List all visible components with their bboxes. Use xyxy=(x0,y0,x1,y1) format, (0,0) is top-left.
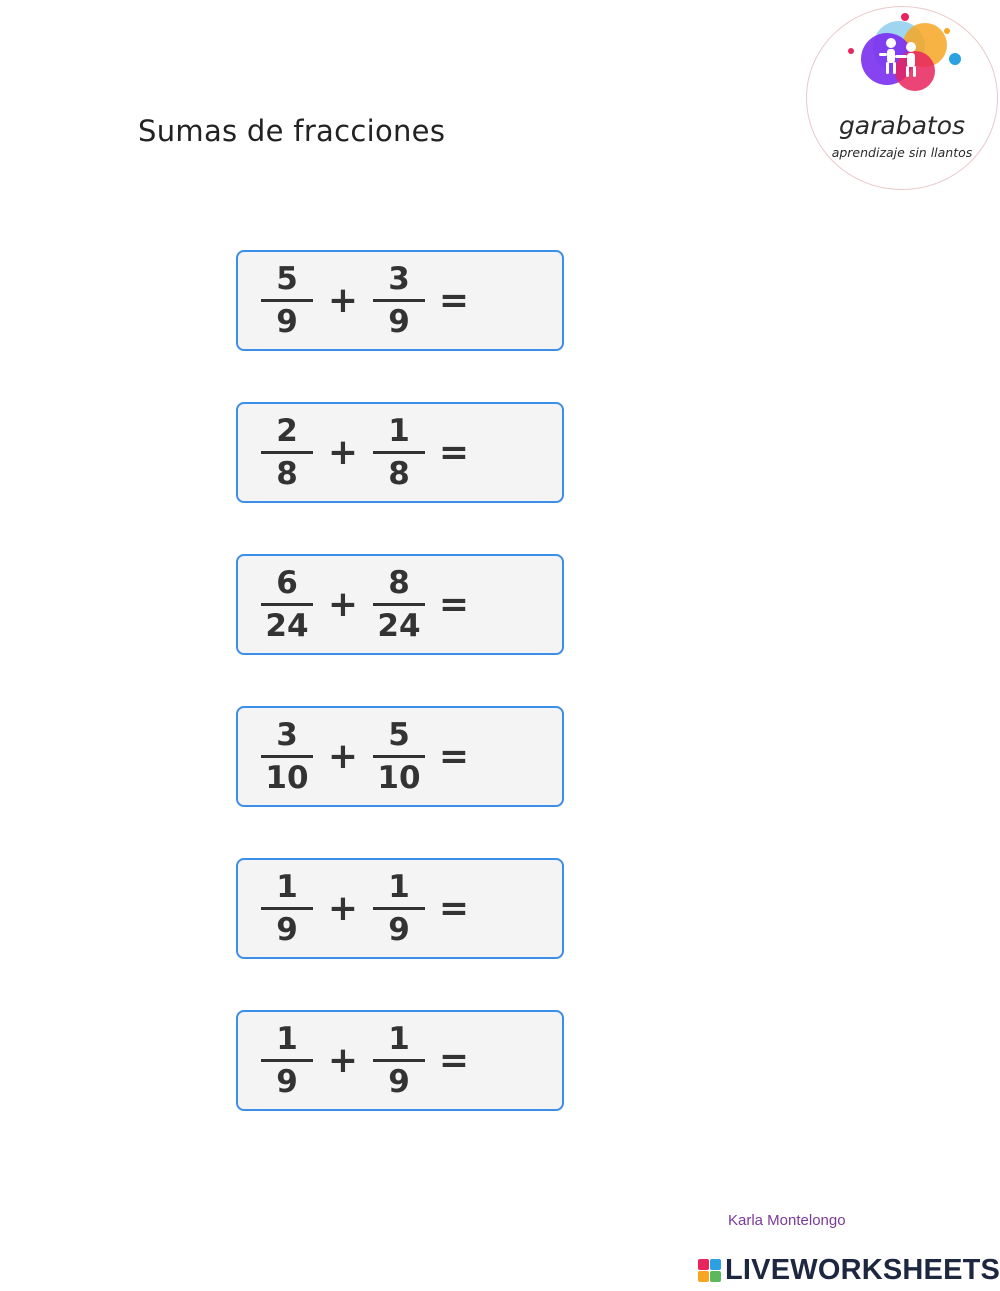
denominator: 8 xyxy=(276,456,298,492)
fraction-b xyxy=(372,413,426,492)
numerator: 6 xyxy=(276,565,298,601)
fraction-a xyxy=(260,1021,314,1100)
denominator: 9 xyxy=(388,1064,410,1100)
fraction-b xyxy=(372,869,426,948)
plus-sign: + xyxy=(327,432,359,473)
denominator: 9 xyxy=(276,1064,298,1100)
numerator: 1 xyxy=(388,1021,410,1057)
denominator: 10 xyxy=(265,760,309,796)
equals-sign: = xyxy=(438,1040,470,1081)
denominator: 8 xyxy=(388,456,410,492)
fraction-b xyxy=(372,565,426,644)
numerator: 1 xyxy=(388,413,410,449)
liveworksheets-badge-icon xyxy=(698,1259,721,1282)
problem-box[interactable] xyxy=(236,858,564,959)
problem-box[interactable] xyxy=(236,1010,564,1111)
fraction-bar xyxy=(261,299,313,302)
denominator: 24 xyxy=(265,608,309,644)
equals-sign: = xyxy=(438,736,470,777)
denominator: 9 xyxy=(388,304,410,340)
fraction-b xyxy=(372,1021,426,1100)
liveworksheets-text: LIVEWORKSHEETS xyxy=(725,1254,1000,1286)
equals-sign: = xyxy=(438,888,470,929)
problem-box[interactable] xyxy=(236,554,564,655)
numerator: 3 xyxy=(276,717,298,753)
numerator: 3 xyxy=(388,261,410,297)
fraction-bar xyxy=(261,1059,313,1062)
fraction-b xyxy=(372,261,426,340)
fraction-b xyxy=(372,717,426,796)
plus-sign: + xyxy=(327,280,359,321)
numerator: 5 xyxy=(388,717,410,753)
problem-box[interactable] xyxy=(236,706,564,807)
numerator: 8 xyxy=(388,565,410,601)
fraction-a xyxy=(260,413,314,492)
fraction-a xyxy=(260,869,314,948)
fraction-bar xyxy=(261,907,313,910)
problem-box[interactable] xyxy=(236,250,564,351)
logo-name: garabatos xyxy=(838,111,966,140)
denominator: 9 xyxy=(276,912,298,948)
equals-sign: = xyxy=(438,432,470,473)
numerator: 2 xyxy=(276,413,298,449)
worksheet-title: Sumas de fracciones xyxy=(138,114,446,148)
fraction-bar xyxy=(373,451,425,454)
problem-list xyxy=(236,250,568,1162)
plus-sign: + xyxy=(327,888,359,929)
fraction-bar xyxy=(373,299,425,302)
numerator: 1 xyxy=(388,869,410,905)
fraction-bar xyxy=(261,755,313,758)
author-credit: Karla Montelongo xyxy=(728,1212,846,1229)
garabatos-logo xyxy=(806,6,998,190)
numerator: 1 xyxy=(276,869,298,905)
fraction-bar xyxy=(373,907,425,910)
fraction-bar xyxy=(373,755,425,758)
equals-sign: = xyxy=(438,584,470,625)
problem-box[interactable] xyxy=(236,402,564,503)
plus-sign: + xyxy=(327,584,359,625)
liveworksheets-brand[interactable] xyxy=(698,1254,1000,1287)
denominator: 9 xyxy=(388,912,410,948)
fraction-bar xyxy=(373,603,425,606)
plus-sign: + xyxy=(327,1040,359,1081)
numerator: 5 xyxy=(276,261,298,297)
fraction-a xyxy=(260,565,314,644)
fraction-bar xyxy=(373,1059,425,1062)
fraction-a xyxy=(260,717,314,796)
fraction-a xyxy=(260,261,314,340)
equals-sign: = xyxy=(438,280,470,321)
denominator: 24 xyxy=(377,608,421,644)
fraction-bar xyxy=(261,603,313,606)
logo-artwork-icon xyxy=(807,7,997,189)
denominator: 9 xyxy=(276,304,298,340)
logo-tagline: aprendizaje sin llantos xyxy=(831,145,973,160)
plus-sign: + xyxy=(327,736,359,777)
denominator: 10 xyxy=(377,760,421,796)
numerator: 1 xyxy=(276,1021,298,1057)
fraction-bar xyxy=(261,451,313,454)
